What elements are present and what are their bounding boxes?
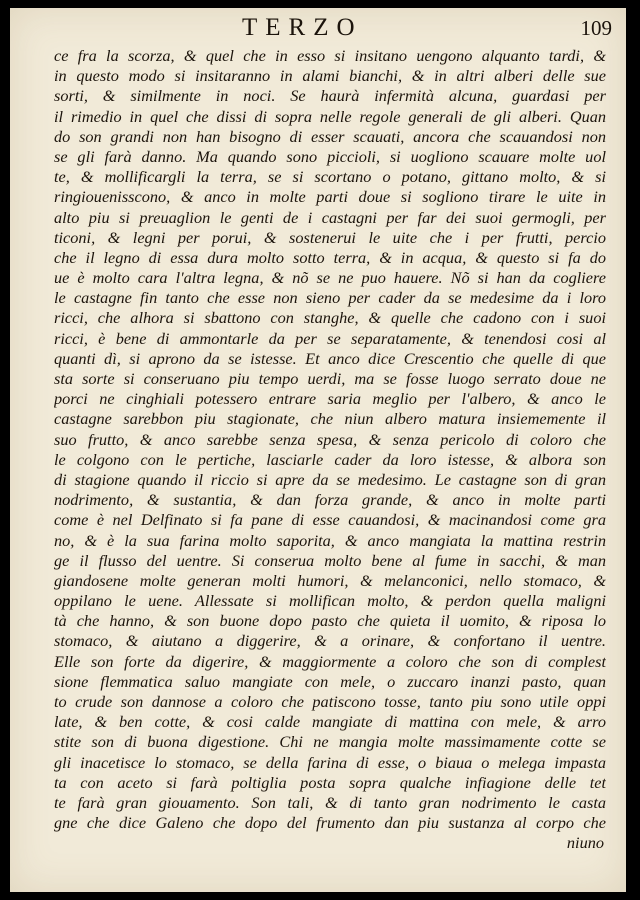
text-line: late, & ben cotte, & cosi calde mangiate di mattina con mele, & arro [54, 712, 606, 732]
text-line: come è nel Delfinato si fa pane di esse cauandosi, & macinandosi come gra [54, 510, 606, 530]
text-line: te, & mollificargli la terra, se si scortano o potano, gittano molto, & si [54, 167, 606, 187]
page-number: 109 [580, 16, 612, 40]
text-line: castagne sarebbon piu stagionate, che niun albero matura insiememente il [54, 409, 606, 429]
text-line: il rimedio in quel che dissi di sopra nelle regole generali de gli alberi. Quan [54, 106, 606, 126]
text-line: di stagione quando il riccio si apre da se medesimo. Le castagne son di gran [54, 469, 606, 489]
text-line: che il legno di essa dura molto sotto terra, & in acqua, & questo si fa do [54, 247, 606, 267]
text-line: giandosene molte generan molti humori, & melanconici, nello stomaco, & [54, 570, 606, 590]
text-line: le castagne fin tanto che esse non sieno per cader da se medesime da i loro [54, 288, 606, 308]
text-line: nodrimento, & sustantia, & dan forza grande, & anco in molte parti [54, 490, 606, 510]
text-line: ue è molto cara l'altra legna, & nõ se ne puo hauere. Nõ si han da cogliere [54, 268, 606, 288]
running-head: TERZO [242, 14, 363, 41]
text-line: in questo modo si insitaranno in alami bianchi, & in altri alberi delle sue [54, 66, 606, 86]
text-line: gli inacetisce lo stomaco, se della farina di esse, o biaua o melega impasta [54, 752, 606, 772]
body-text [54, 46, 606, 854]
book-page [10, 8, 626, 892]
text-line: ticoni, & legni per porui, & sostenerui le uite che i per frutti, percio [54, 227, 606, 247]
text-line: ringiouenisscono, & anco in molte parti doue si sogliono tirare le uite in [54, 187, 606, 207]
text-line: te farà gran giouamento. Son tali, & di tanto gran nodrimento le casta [54, 792, 606, 812]
text-line: porci ne cinghiali potessero entrare saria meglio per l'albero, & anco le [54, 389, 606, 409]
text-line: se gli farà danno. Ma quando sono piccioli, si uogliono scauare molte uol [54, 146, 606, 166]
text-line: ricci, che alhora si sbattono con stanghe, & quelle che cadono con i suoi [54, 308, 606, 328]
page-header [10, 12, 626, 46]
text-line: ricci, è bene di ammontarle da per se separatamente, & tenendosi cosi al [54, 328, 606, 348]
text-line: sta sorte si conseruano piu tempo uerdi, ma se fosse luogo serrato doue ne [54, 369, 606, 388]
text-line: Elle son forte da digerire, & maggiormente a coloro che son di complest [54, 651, 606, 671]
text-line: ge il flusso del uentre. Si conserua molto bene al fume in sacchi, & man [54, 550, 606, 570]
text-line: suo frutto, & anco sarebbe senza spesa, & senza pericolo di coloro che [54, 429, 606, 449]
text-line: ce fra la scorza, & quel che in esso si insitano uengono alquanto tardi, & [54, 46, 606, 65]
text-line: ta con aceto si farà poltiglia posta sopra qualche infiagione delle tet [54, 772, 606, 792]
text-line: do son grandi non han bisogno di esser scauati, ancora che scauandosi non [54, 126, 606, 146]
text-line: to crude son dannose a coloro che patiscono tosse, tanto piu sono utile oppi [54, 692, 606, 711]
text-line: no, & è la sua farina molto saporita, & anco mangiata la mattina restrin [54, 530, 606, 550]
text-line: sione flemmatica saluo mangiate con mele, o zuccaro inanzi pasto, quan [54, 671, 606, 691]
text-line: alto piu si preuaglion le genti de i castagni per far dei suoi germogli, per [54, 207, 606, 227]
text-line: stomaco, & aiutano a diggerire, & a orinare, & confortano il uentre. [54, 631, 606, 651]
text-line: le colgono con le pertiche, lasciarle cader da loro istesse, & albora son [54, 449, 606, 469]
text-line: sorti, & similmente in noci. Se haurà infermità alcuna, guardasi per [54, 86, 606, 106]
catchword: niuno [566, 833, 604, 853]
text-line: oppilano le uene. Allessate si mollifican molto, & perdon quella maligni [54, 591, 606, 611]
text-line: gne che dice Galeno che dopo del frumento dan piu sustanza al corpo che [54, 813, 606, 833]
catchword-row [54, 833, 606, 853]
text-line: tà che hanno, & son buone dopo pasto che quieta il uomito, & riposa lo [54, 611, 606, 631]
text-line: quanti dì, si aprono da se istesse. Et anco dice Crescentio che quelle di que [54, 348, 606, 368]
text-line: stite son di buona digestione. Chi ne mangia molte massimamente cotte se [54, 732, 606, 752]
